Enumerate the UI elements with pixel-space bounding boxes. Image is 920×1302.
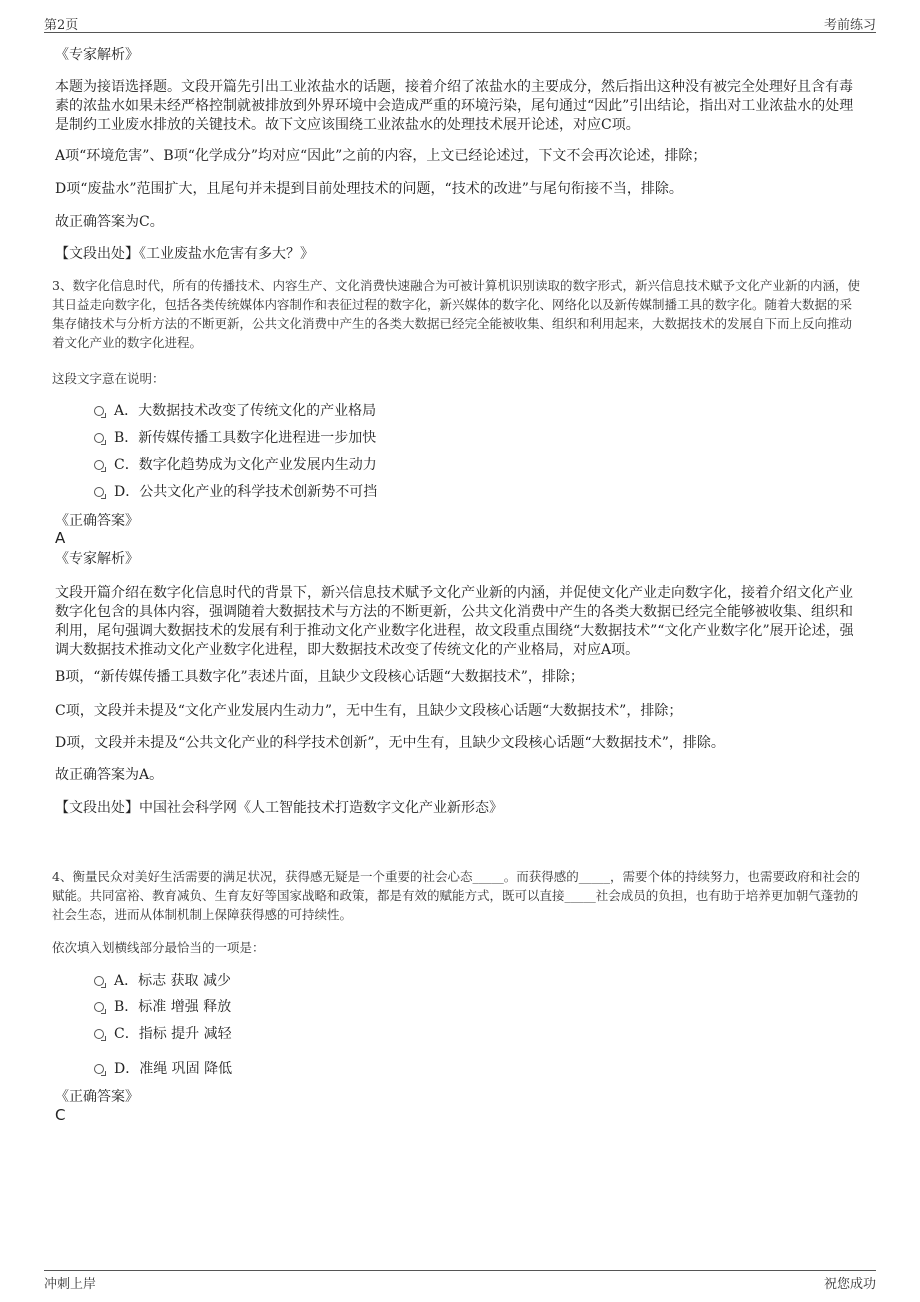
q3-option-b-label: B．新传媒传播工具数字化进程进一步加快 bbox=[114, 430, 377, 446]
radio-icon[interactable] bbox=[94, 487, 104, 497]
q3-option-a-label: A．大数据技术改变了传统文化的产业格局 bbox=[114, 403, 377, 419]
q2-analysis-para4: 故正确答案为C。 bbox=[55, 214, 164, 230]
q2-expert-label: 《专家解析》 bbox=[55, 47, 139, 63]
q4-answer-label: 《正确答案》 bbox=[55, 1089, 139, 1105]
page-number: 第2页 bbox=[44, 18, 79, 33]
q4-option-b[interactable] bbox=[94, 998, 231, 1016]
q3-analysis-para1: 文段开篇介绍在数字化信息时代的背景下，新兴信息技术赋予文化产业新的内涵，并促使文化产业走向数字化，接着介绍文化产业数字化包含的具体内容，强调随着大数据技术与方法的不断更新，公共文化消费中产生的各类大数据已经完全能够被收集、组织和利用，尾句强调大数据技术的发展有利于推动文化产业数字化进程，故文段重点围绕“大数据技术”“文化产业数字化”展开论述，强调大数据技术推动文化产业数字化进程，即大数据技术改变了传统文化的产业格局，对应A项。 bbox=[55, 585, 854, 658]
q3-analysis-para5: 故正确答案为A。 bbox=[55, 767, 164, 783]
q2-source: 【文段出处】《工业废盐水危害有多大？》 bbox=[55, 246, 314, 262]
q3-option-b[interactable] bbox=[94, 429, 376, 447]
q4-option-c-label: C．指标 提升 减轻 bbox=[114, 1026, 232, 1042]
radio-icon[interactable] bbox=[94, 976, 104, 986]
q3-option-a[interactable] bbox=[94, 402, 376, 420]
q3-source: 【文段出处】中国社会科学网《人工智能技术打造数字文化产业新形态》 bbox=[55, 800, 503, 816]
radio-icon[interactable] bbox=[94, 1002, 104, 1012]
q3-expert-label: 《专家解析》 bbox=[55, 551, 139, 567]
radio-icon[interactable] bbox=[94, 460, 104, 470]
q4-option-d[interactable] bbox=[94, 1060, 232, 1078]
header-title: 考前练习 bbox=[823, 18, 876, 33]
q4-stem: 4、衡量民众对美好生活需要的满足状况，获得感无疑是一个重要的社会心态_____。而获得感的_____，需要个体的持续努力，也需要政府和社会的赋能。共同富裕、教育减负、生育友好等国家战略和政策，都是有效的赋能方式，既可以直接_____社会成员的负担，也有助于培养更加朝气蓬勃的社会生态，进而从体制机制上保障获得感的可持续性。 bbox=[52, 869, 860, 922]
q4-question: 依次填入划横线部分最恰当的一项是： bbox=[52, 940, 265, 955]
q3-analysis-para3: C项，文段并未提及“文化产业发展内生动力”，无中生有，且缺少文段核心话题“大数据技术”，排除； bbox=[55, 703, 683, 719]
q3-answer-label: 《正确答案》 bbox=[55, 513, 139, 529]
q4-answer: C bbox=[55, 1106, 66, 1124]
q4-option-a-label: A．标志 获取 减少 bbox=[114, 973, 232, 989]
q3-analysis-para2: B项，“新传媒传播工具数字化”表述片面，且缺少文段核心话题“大数据技术”，排除； bbox=[55, 669, 584, 685]
q4-option-c[interactable] bbox=[94, 1025, 232, 1043]
radio-icon[interactable] bbox=[94, 406, 104, 416]
footer-right: 祝您成功 bbox=[823, 1277, 876, 1292]
q2-analysis-para1: 本题为接语选择题。文段开篇先引出工业浓盐水的话题，接着介绍了浓盐水的主要成分，然后指出这种没有被完全处理好且含有毒素的浓盐水如果未经严格控制就被排放到外界环境中会造成严重的环境污染，尾句通过“因此”引出结论，指出对工业浓盐水的处理是制约工业废水排放的关键技术。故下文应该围绕工业浓盐水的处理技术展开论述，对应C项。 bbox=[55, 79, 854, 133]
page-footer bbox=[44, 1270, 876, 1293]
radio-icon[interactable] bbox=[94, 1064, 104, 1074]
page-header bbox=[44, 14, 876, 33]
q3-option-c[interactable] bbox=[94, 456, 377, 474]
footer-left: 冲刺上岸 bbox=[44, 1277, 97, 1292]
q3-question: 这段文字意在说明： bbox=[52, 371, 165, 386]
radio-icon[interactable] bbox=[94, 1029, 104, 1039]
q4-option-a[interactable] bbox=[94, 972, 231, 990]
q3-stem: 3、数字化信息时代，所有的传播技术、内容生产、文化消费快速融合为可被计算机识别读取的数字形式，新兴信息技术赋予文化产业新的内涵，使其日益走向数字化，包括各类传统媒体内容制作和表征过程的数字化，新兴媒体的数字化、网络化以及新传媒制播工具的数字化。随着大数据的采集存储技术与分析方法的不断更新，公共文化消费中产生的各类大数据已经完全能被收集、组织和利用起来，大数据技术的发展自下而上反向推动着文化产业的数字化进程。 bbox=[52, 278, 860, 350]
q3-answer: A bbox=[55, 529, 66, 547]
radio-icon[interactable] bbox=[94, 433, 104, 443]
q2-analysis-para2: A项“环境危害”、B项“化学成分”均对应“因此”之前的内容，上文已经论述过，下文不会再次论述，排除； bbox=[55, 148, 707, 164]
q3-option-d[interactable] bbox=[94, 483, 377, 501]
q4-option-b-label: B．标准 增强 释放 bbox=[114, 999, 232, 1015]
q4-option-d-label: D．准绳 巩固 降低 bbox=[114, 1061, 233, 1077]
q3-option-d-label: D．公共文化产业的科学技术创新势不可挡 bbox=[114, 484, 378, 500]
q2-analysis-para3: D项“废盐水”范围扩大，且尾句并未提到目前处理技术的问题，“技术的改进”与尾句衔接不当，排除。 bbox=[55, 181, 683, 197]
q3-option-c-label: C．数字化趋势成为文化产业发展内生动力 bbox=[114, 457, 377, 473]
q3-analysis-para4: D项，文段并未提及“公共文化产业的科学技术创新”，无中生有，且缺少文段核心话题“大数据技术”，排除。 bbox=[55, 735, 725, 751]
